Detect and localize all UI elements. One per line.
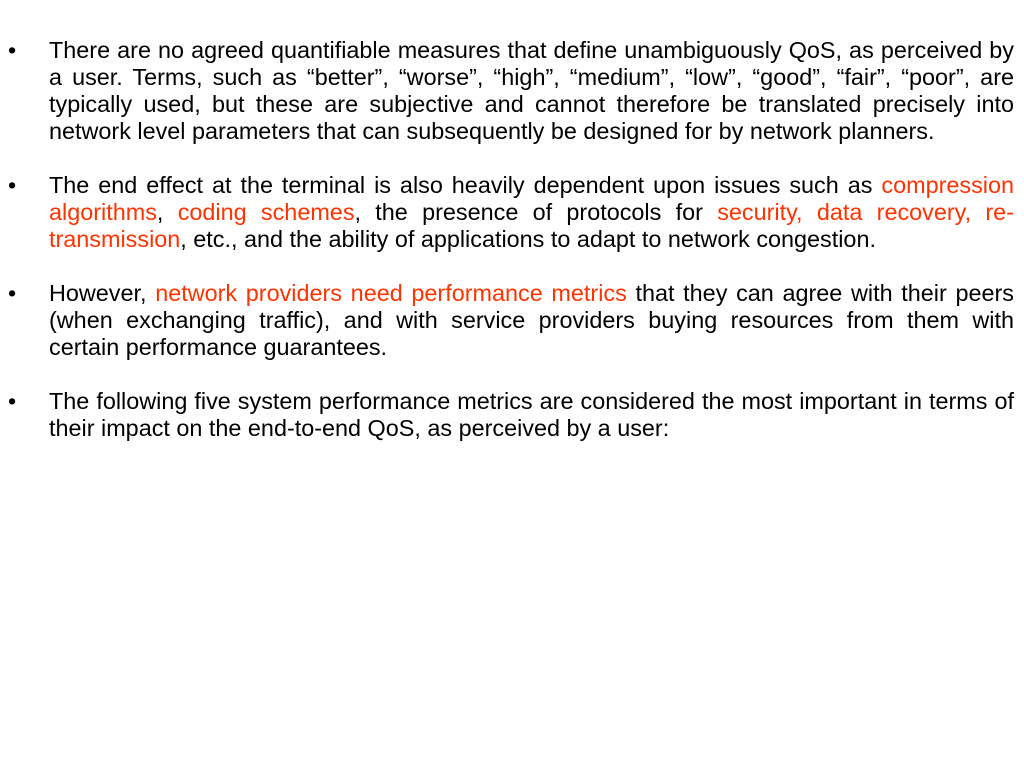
bullet-item-five-metrics xyxy=(8,388,1014,442)
text-segment: that they can agree with their peers (when exchanging traffic), and with service providers buying resources from them with certain performance guarantees. xyxy=(49,280,1014,360)
text-segment: , the presence of protocols for xyxy=(354,199,718,225)
text-segment: The end effect at the terminal is also heavily dependent upon issues such as xyxy=(49,172,882,198)
highlight-compression-algorithms: compression algorithms xyxy=(49,172,1014,225)
text-segment: , etc., and the ability of applications to adapt to network congestion. xyxy=(180,226,876,252)
bullet-list xyxy=(8,37,1014,469)
bullet-text xyxy=(49,388,1014,442)
bullet-item-qos-measures xyxy=(8,37,1014,145)
text-segment: However, xyxy=(49,280,156,306)
bullet-text xyxy=(49,172,1014,253)
highlight-security-recovery: security, data recovery, re-transmission xyxy=(49,199,1014,252)
bullet-text xyxy=(49,280,1014,361)
text-segment: The following five system performance metrics are considered the most important in terms of their impact on the end-to-end QoS, as perceived by a user: xyxy=(49,388,1014,441)
highlight-performance-metrics: network providers need performance metrics xyxy=(155,280,627,306)
bullet-marker: • xyxy=(8,37,17,63)
bullet-marker: • xyxy=(8,388,17,414)
highlight-coding-schemes: coding schemes xyxy=(177,199,355,225)
bullet-marker: • xyxy=(8,280,17,306)
bullet-marker: • xyxy=(8,172,17,198)
bullet-text xyxy=(49,37,1014,145)
text-segment: , xyxy=(156,199,178,225)
bullet-item-end-effect xyxy=(8,172,1014,253)
bullet-item-network-providers xyxy=(8,280,1014,361)
text-segment: There are no agreed quantifiable measures that define unambiguously QoS, as perceived by a user. Terms, such as “better”, “worse”, “high”, “medium”, “low”, “good”, “fair”, “poor”, are typically used, but these are subjective and cannot therefore be translated precisely into network level parameters that can subsequently be designed for by network planners. xyxy=(49,37,1014,144)
